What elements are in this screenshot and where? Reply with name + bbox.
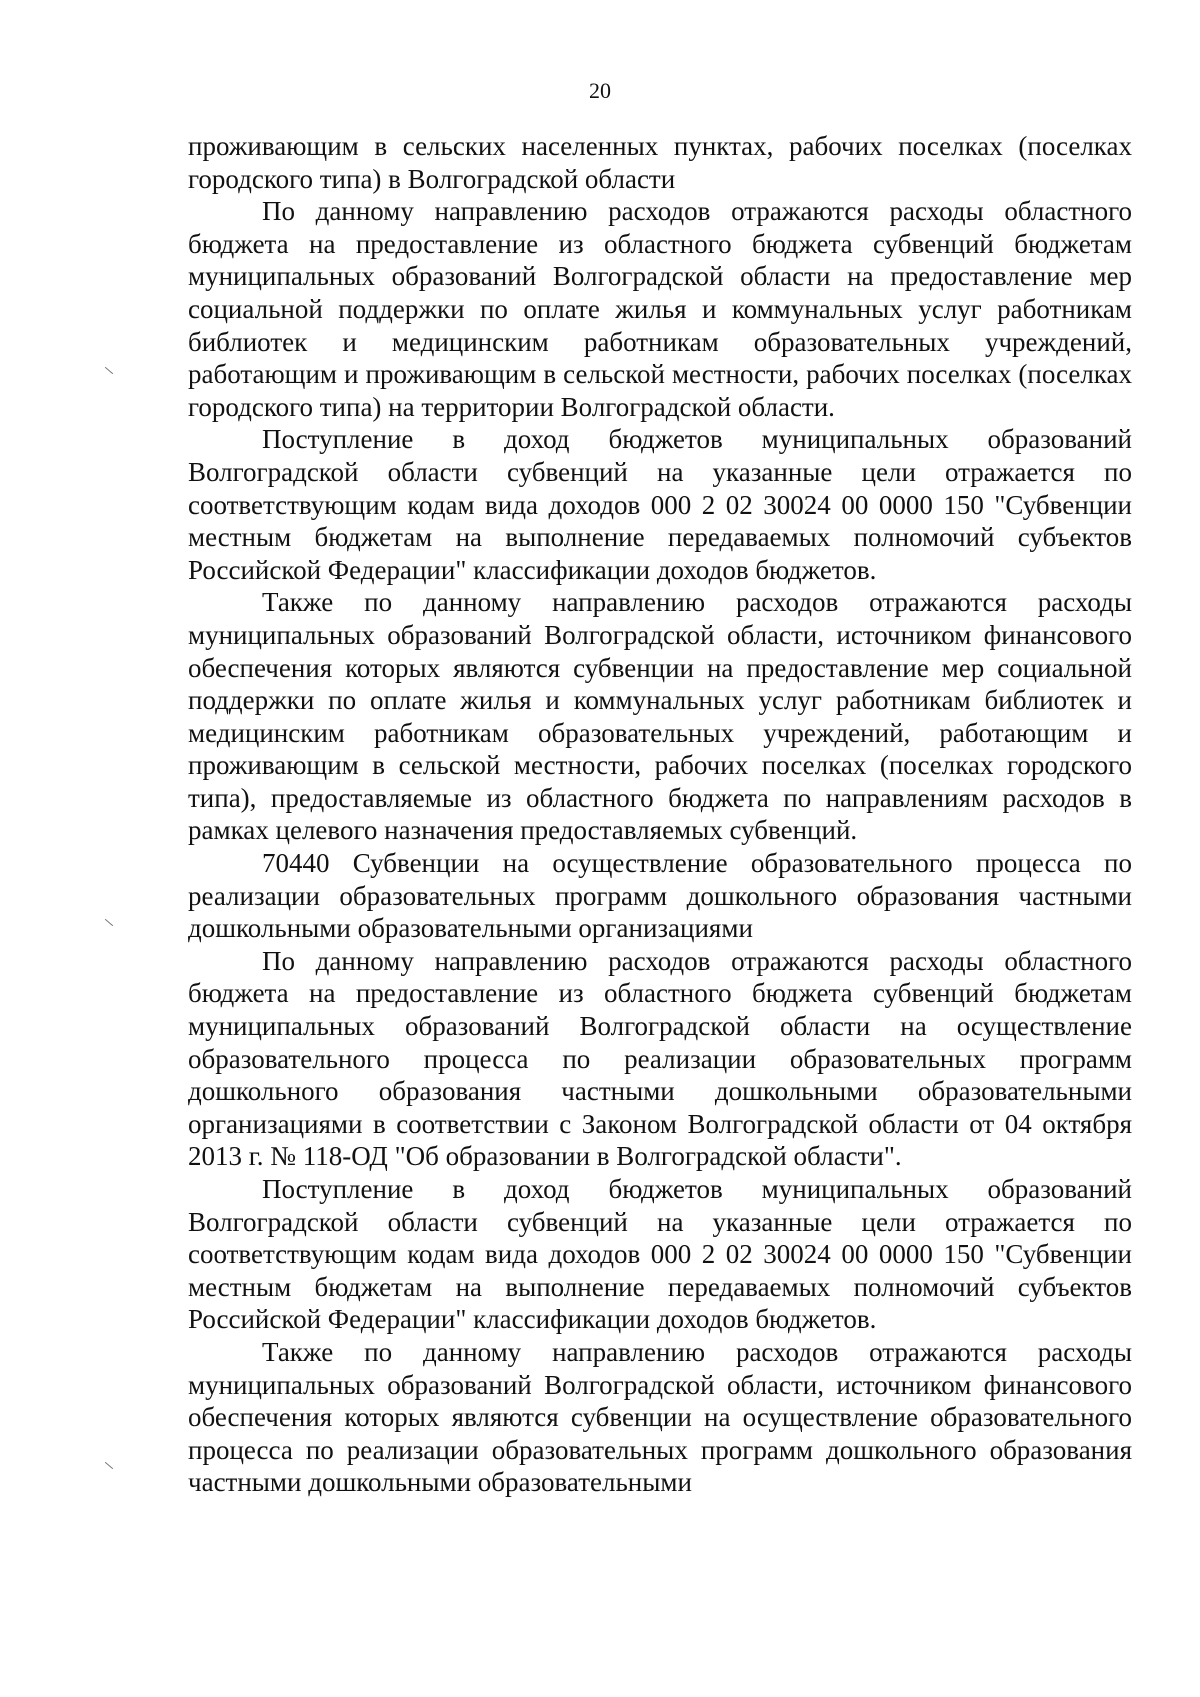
paragraph: По данному направлению расходов отражаются расходы областного бюджета на предоставление из областного бюджета субвенций бюджетам муниципальных образований Волгоградской области на осуществление образовательного процесса по реализации образовательных программ дошкольного образования частными дошкольными образовательными организациями в соответствии с Законом Волгоградской области от 04 октября 2013 г. № 118-ОД "Об образовании в Волгоградской области". xyxy=(188,945,1132,1172)
paragraph-continuation: проживающим в сельских населенных пунктах, рабочих поселках (поселках городского типа) в Волгоградской области xyxy=(188,131,1132,194)
page-number: 20 xyxy=(589,78,611,103)
scan-artifact xyxy=(105,1462,113,1469)
paragraph: По данному направлению расходов отражаются расходы областного бюджета на предоставление из областного бюджета субвенций бюджетам муниципальных образований Волгоградской области на предоставление мер социальной поддержки по оплате жилья и коммунальных услуг работникам библиотек и медицинским работникам образовательных учреждений, работающим и проживающим в сельской местности, рабочих поселках (поселках городского типа) на территории Волгоградской области. xyxy=(188,196,1132,422)
scan-artifact xyxy=(105,919,113,926)
section-heading-paragraph: 70440 Субвенции на осуществление образовательного процесса по реализации образовательных программ дошкольного образования частными дошкольными образовательными организациями xyxy=(188,848,1132,944)
scan-artifact xyxy=(105,367,113,374)
paragraph: Поступление в доход бюджетов муниципальных образований Волгоградской области субвенций на указанные цели отражается по соответствующим кодам вида доходов 000 2 02 30024 00 0000 150 "Субвенции местным бюджетам на выполнение передаваемых полномочий субъектов Российской Федерации" классификации доходов бюджетов. xyxy=(188,1174,1132,1335)
document-body xyxy=(188,130,1132,1499)
paragraph-continued: Также по данному направлению расходов отражаются расходы муниципальных образований Волгоградской области, источником финансового обеспечения которых являются субвенции на осуществление образовательного процесса по реализации образовательных программ дошкольного образования частными дошкольными образовательными xyxy=(188,1336,1132,1498)
paragraph: Также по данному направлению расходов отражаются расходы муниципальных образований Волгоградской области, источником финансового обеспечения которых являются субвенции на предоставление мер социальной поддержки по оплате жилья и коммунальных услуг работникам библиотек и медицинским работникам образовательных учреждений, работающим и проживающим в сельской местности, рабочих поселках (поселках городского типа), предоставляемые из областного бюджета по направлениям расходов в рамках целевого назначения предоставляемых субвенций. xyxy=(188,587,1132,846)
paragraph: Поступление в доход бюджетов муниципальных образований Волгоградской области субвенций на указанные цели отражается по соответствующим кодам вида доходов 000 2 02 30024 00 0000 150 "Субвенции местным бюджетам на выполнение передаваемых полномочий субъектов Российской Федерации" классификации доходов бюджетов. xyxy=(188,424,1132,585)
